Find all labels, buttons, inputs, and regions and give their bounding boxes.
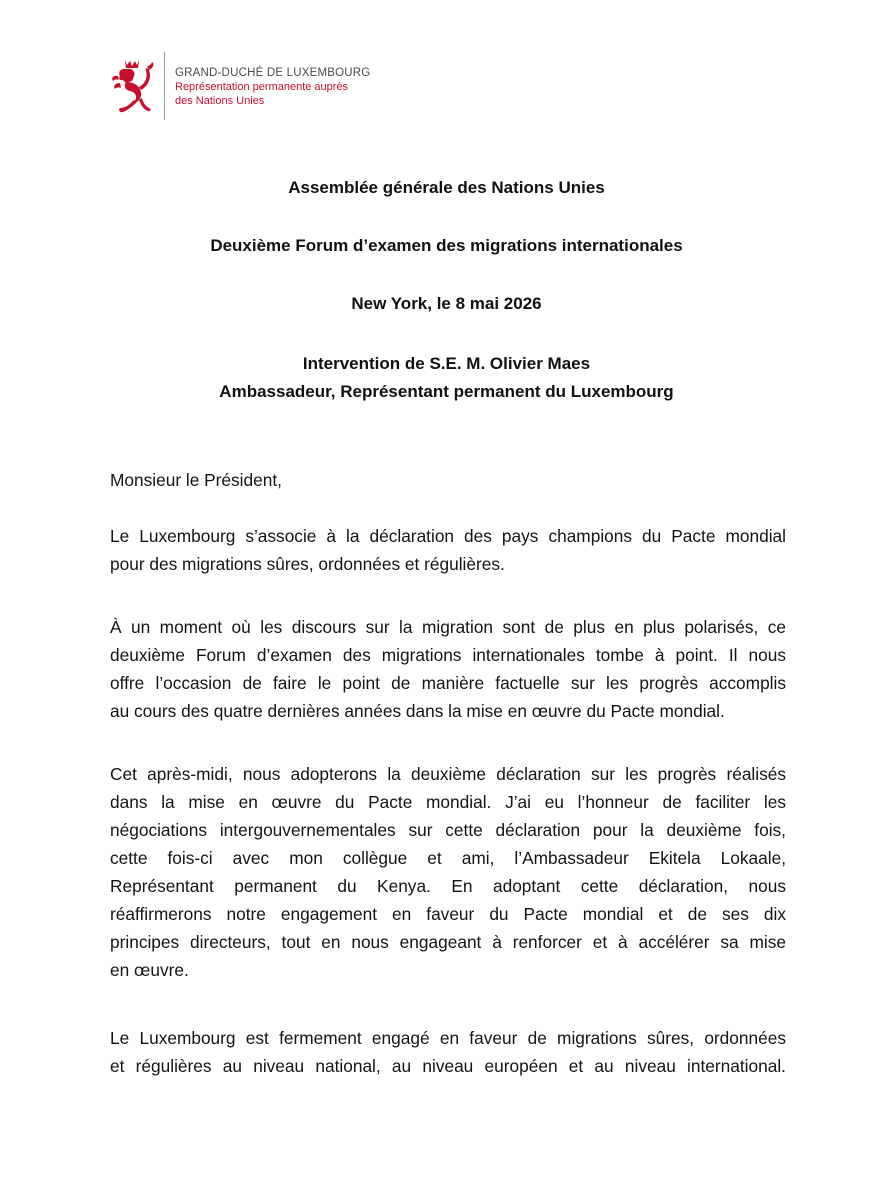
paragraph-1-line: pour des migrations sûres, ordonnées et régulières. — [110, 554, 505, 574]
country-name: GRAND-DUCHÉ DE LUXEMBOURG — [175, 67, 371, 79]
red-lion-icon — [108, 56, 158, 118]
letterhead-text — [175, 52, 370, 108]
mission-line-2: des Nations Unies — [175, 95, 265, 107]
paragraph-3-line: Cet après-midi, nous adopterons la deuxième déclaration sur les progrès réalisés — [110, 764, 786, 784]
paragraph-3 — [110, 760, 786, 984]
forum-heading: Deuxième Forum d’examen des migrations internationales — [210, 236, 683, 255]
letterhead-divider — [164, 52, 165, 120]
paragraph-3-line: cette fois-ci avec mon collègue et ami, l’Ambassadeur Ekitela Lokaale, — [110, 848, 786, 868]
letterhead — [108, 52, 370, 122]
paragraph-3-line: dans la mise en œuvre du Pacte mondial. J’ai eu l’honneur de faciliter les — [110, 792, 786, 812]
paragraph-4 — [110, 1024, 786, 1080]
speaker-line-1: Intervention de S.E. M. Olivier Maes — [302, 354, 591, 373]
paragraph-4-line: Le Luxembourg est fermement engagé en faveur de migrations sûres, ordonnées — [110, 1028, 786, 1048]
assembly-heading: Assemblée générale des Nations Unies — [288, 178, 605, 197]
paragraph-2 — [110, 613, 786, 725]
paragraph-3-line: en œuvre. — [110, 960, 189, 980]
paragraph-2-line: offre l’occasion de faire le point de manière factuelle sur les progrès accomplis — [110, 673, 786, 693]
paragraph-1-line: Le Luxembourg s’associe à la déclaration des pays champions du Pacte mondial — [110, 526, 786, 546]
paragraph-3-line: Représentant permanent du Kenya. En adoptant cette déclaration, nous — [110, 876, 786, 896]
salutation: Monsieur le Président, — [110, 470, 282, 490]
mission-line-1: Représentation permanente auprès — [175, 81, 349, 93]
paragraph-3-line: négociations intergouvernementales sur cette déclaration pour la deuxième fois, — [110, 820, 786, 840]
paragraph-1 — [110, 522, 786, 578]
paragraph-2-line: À un moment où les discours sur la migration sont de plus en plus polarisés, ce — [110, 617, 786, 637]
paragraph-3-line: réaffirmerons notre engagement en faveur du Pacte mondial et de ses dix — [110, 904, 786, 924]
speaker-line-2: Ambassadeur, Représentant permanent du Luxembourg — [219, 382, 674, 401]
paragraph-2-line: au cours des quatre dernières années dans la mise en œuvre du Pacte mondial. — [110, 701, 725, 721]
paragraph-2-line: deuxième Forum d’examen des migrations internationales tombe à point. Il nous — [110, 645, 786, 665]
place-date: New York, le 8 mai 2026 — [351, 294, 542, 313]
paragraph-3-line: principes directeurs, tout en nous engageant à renforcer et à accélérer sa mise — [110, 932, 786, 952]
paragraph-4-line: et régulières au niveau national, au niveau européen et au niveau international. — [110, 1056, 786, 1076]
